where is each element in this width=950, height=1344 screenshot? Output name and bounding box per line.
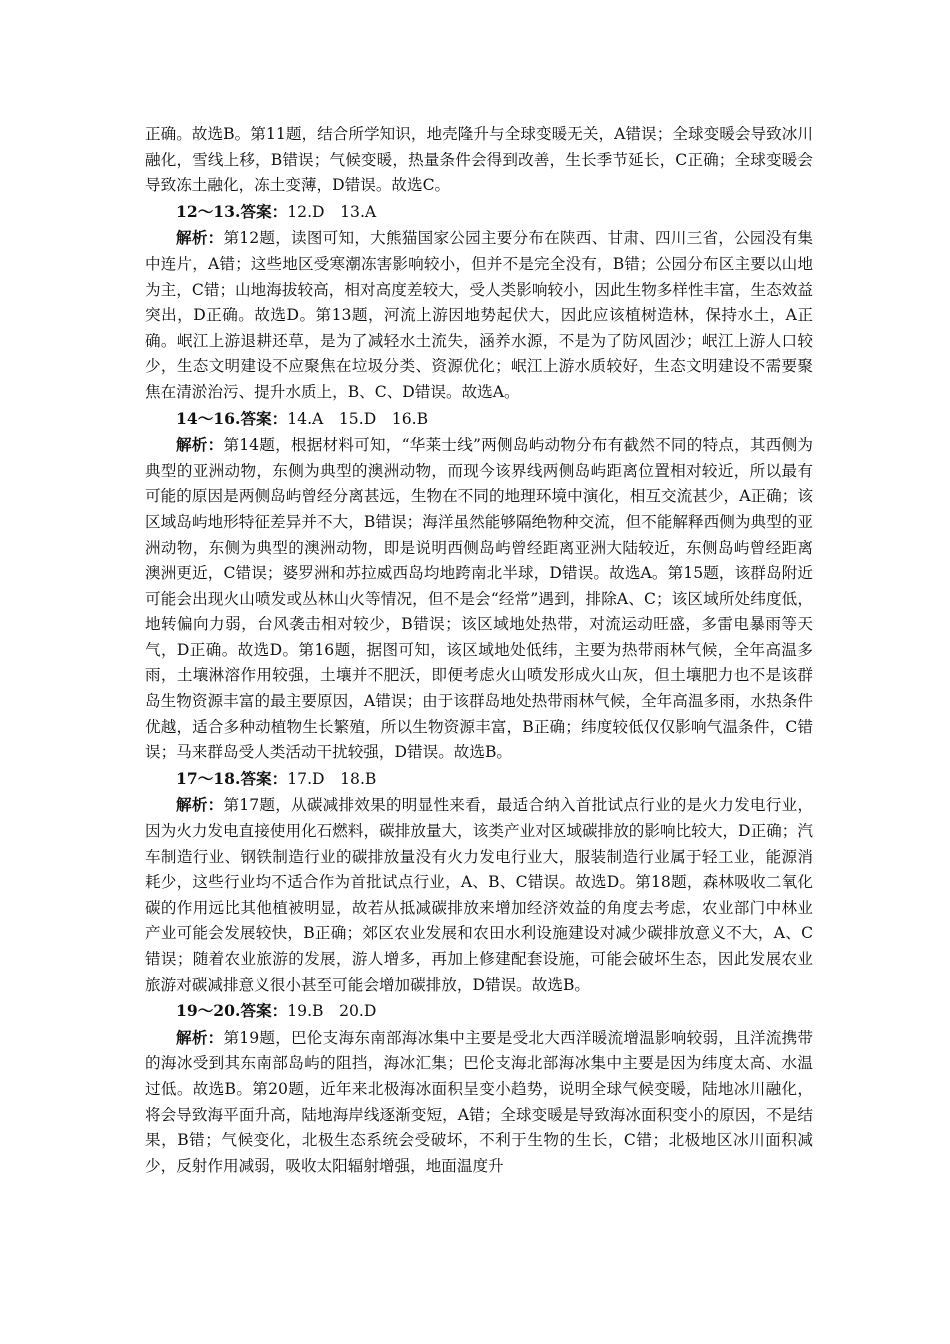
question-range: 12～13. — [176, 201, 241, 221]
analysis-label: 解析： — [176, 228, 224, 248]
analysis-label: 解析： — [176, 435, 224, 455]
analysis-paragraph-19-20 — [145, 1025, 813, 1180]
analysis-paragraph-14-16 — [145, 432, 813, 766]
answer-line-14-16 — [145, 406, 813, 433]
analysis-paragraph-12-13 — [145, 225, 813, 405]
continuation-paragraph: 正确。故选B。第11题，结合所学知识，地壳隆升与全球变暖无关，A错误；全球变暖会导致冰川融化，雪线上移，B错误；气候变暖，热量条件会得到改善，生长季节延长，C正确；全球变暖会导致冻土融化，冻土变薄，D错误。故选C。 — [145, 125, 813, 195]
analysis-text: 第14题，根据材料可知，“华莱士线”两侧岛屿动物分布有截然不同的特点，其西侧为典型的亚洲动物，东侧为典型的澳洲动物，而现今该界线两侧岛屿距离位置相对较近，所以最有可能的原因是两侧岛屿曾经分离甚远，生物在不同的地理环境中演化，相互交流甚少，A正确；该区域岛屿地形特征差异并不大，B错误；海洋虽然能够隔绝物种交流，但不能解释西侧为典型的亚洲动物，东侧为典型的澳洲动物，即是说明西侧岛屿曾经距离亚洲大陆较近，东侧岛屿曾经距离澳洲更近，C错误；婆罗洲和苏拉威西岛均地跨南北半球，D错误。故选A。第15题，该群岛附近可能会出现火山喷发或丛林山火等情况，但不是会“经常”遇到，排除A、C；该区域所处纬度低，地转偏向力弱，台风袭击相对较少，B错误；该区域地处热带，对流运动旺盛，多雷电暴雨等天气，D正确。故选D。第16题，据图可知，该区域地处低纬，主要为热带雨林气候，全年高温多雨，土壤淋溶作用较强，土壤并不肥沃，即便考虑火山喷发形成火山灰，但土壤肥力也不是该群岛生物资源丰富的最主要原因，A错误；由于该群岛地处热带雨林气候，全年高温多雨，水热条件优越，适合多种动植物生长繁殖，所以生物资源丰富，B正确；纬度较低仅仅影响气温条件，C错误；马来群岛受人类活动干扰较强，D错误。故选B。 — [145, 436, 813, 762]
answer-label: 答案： — [240, 768, 288, 788]
question-range: 14～16. — [176, 408, 241, 428]
analysis-label: 解析： — [176, 1027, 224, 1047]
answer-label: 答案： — [240, 1001, 288, 1021]
answer-values: 17.D 18.B — [287, 769, 377, 788]
analysis-text: 第19题，巴伦支海东南部海冰集中主要是受北大西洋暖流增温影响较弱，且洋流携带的海冰受到其东南部岛屿的阻挡，海冰汇集；巴伦支海北部海冰集中主要是因为纬度太高、水温过低。故选B。第20题，近年来北极海冰面积呈变小趋势，说明全球气候变暖，陆地冰川融化，将会导致海平面升高，陆地海岸线逐渐变短，A错；全球变暖是导致海冰面积变小的原因，不是结果，B错；气候变化，北极生态系统会受破坏，不利于生物的生长，C错；北极地区冰川面积减少，反射作用减弱，吸收太阳辐射增强，地面温度升 — [145, 1028, 813, 1175]
answer-line-19-20 — [145, 998, 813, 1025]
answer-line-12-13 — [145, 199, 813, 226]
answer-line-17-18 — [145, 766, 813, 793]
answer-values: 12.D 13.A — [287, 202, 377, 221]
answer-explanations — [145, 122, 813, 1179]
answer-label: 答案： — [240, 201, 288, 221]
answer-values: 14.A 15.D 16.B — [287, 409, 429, 428]
analysis-text: 第12题，读图可知，大熊猫国家公园主要分布在陕西、甘肃、四川三省，公园没有集中连片，A错；这些地区受寒潮冻害影响较小，但并不是完全没有，B错；公园分布区主要以山地为主，C错；山地海拔较高，相对高度差较大，受人类影响较小，因此生物多样性丰富，生态效益突出，D正确。故选D。第13题，河流上游因地势起伏大，因此应该植树造林，保持水土，A正确。岷江上游退耕还草，是为了减轻水土流失，涵养水源，不是为了防风固沙；岷江上游人口较少，生态文明建设不应聚焦在垃圾分类、资源优化；岷江上游水质较好，生态文明建设不需要聚焦在清淤治污、提升水质上，B、C、D错误。故选A。 — [145, 229, 813, 401]
answer-label: 答案： — [240, 408, 288, 428]
analysis-text: 第17题，从碳减排效果的明显性来看，最适合纳入首批试点行业的是火力发电行业，因为火力发电直接使用化石燃料，碳排放量大，该类产业对区域碳排放的影响比较大，D正确；汽车制造行业、钢铁制造行业的碳排放量没有火力发电行业大，服装制造行业属于轻工业，能源消耗少，这些行业均不适合作为首批试点行业，A、B、C错误。故选D。第18题，森林吸收二氧化碳的作用远比其他植被明显，故若从抵减碳排放来增加经济效益的角度去考虑，农业部门中林业产业可能会发展较快，B正确；郊区农业发展和农田水利设施建设对减少碳排放意义不大，A、C错误；随着农业旅游的发展，游人增多，再加上修建配套设施，可能会破坏生态，因此发展农业旅游对碳减排意义很小甚至可能会增加碳排放，D错误。故选B。 — [145, 796, 813, 994]
analysis-paragraph-17-18 — [145, 792, 813, 998]
analysis-label: 解析： — [176, 795, 224, 815]
answer-values: 19.B 20.D — [287, 1002, 377, 1021]
question-range: 17～18. — [176, 768, 241, 788]
question-range: 19～20. — [176, 1001, 241, 1021]
